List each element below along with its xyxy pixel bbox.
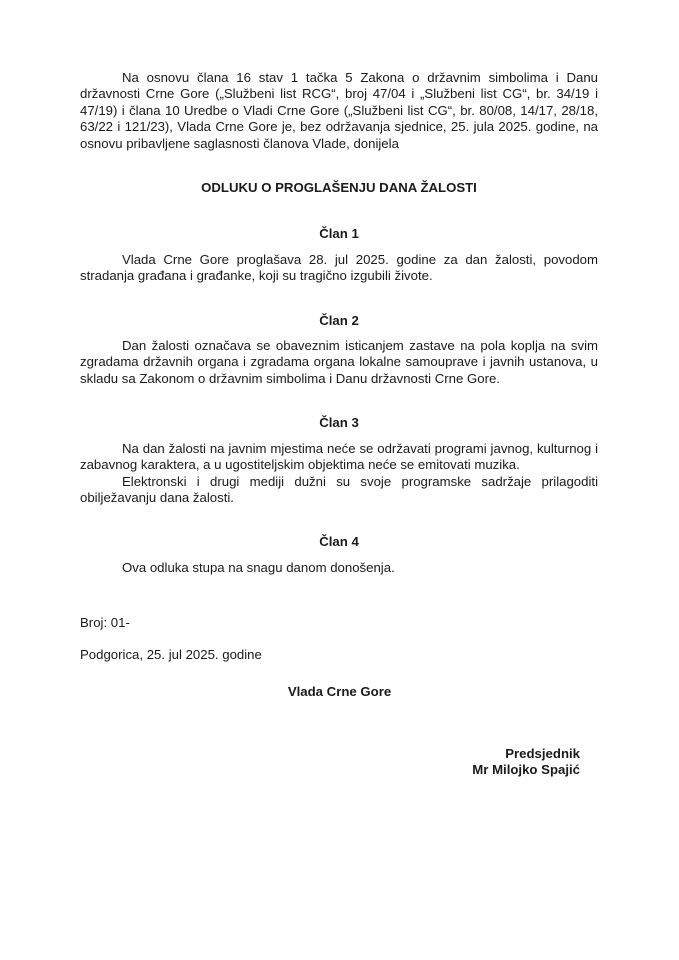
signature-block [472,746,580,779]
decision-title: ODLUKU O PROGLAŠENJU DANA ŽALOSTI [201,180,477,196]
place-and-date: Podgorica, 25. jul 2025. godine [80,647,262,663]
article-1 [80,226,598,284]
article-paragraph: Dan žalosti označava se obaveznim isticanjem zastave na pola koplja na svim zgradama državnih organa i zgradama organa lokalne samouprave i javnih ustanova, u skladu sa Zakonom o državnim simbolima i Danu državnosti Crne Gore. [80,338,598,386]
signatory-name: Mr Milojko Spajić [472,762,580,778]
article-paragraph: Elektronski i drugi mediji dužni su svoje programske sadržaje prilagoditi obilježavanju dana žalosti. [80,473,598,505]
article-paragraph: Vlada Crne Gore proglašava 28. jul 2025. godine za dan žalosti, povodom stradanja građana i građanke, koji su tragično izgubili živote. [80,251,598,284]
article-paragraph: Ova odluka stupa na snagu danom donošenja. [122,559,395,575]
article-4 [80,534,598,576]
article-heading: Član 4 [319,534,359,550]
article-paragraph: Na dan žalosti na javnim mjestima neće se održavati programi javnog, kulturnog i zabavnog karaktera, a u ugostiteljskim objektima neće se emitovati muzika. [80,440,598,473]
preamble-paragraph: Na osnovu člana 16 stav 1 tačka 5 Zakona o državnim simbolima i Danu državnosti Crne Gore („Službeni list RCG“, broj 47/04 i „Službeni list CG“, br. 34/19 i 47/19) i člana 10 Uredbe o Vladi Crne Gore („Službeni list CG“, br. 80/08, 14/17, 28/18, 63/22 i 121/23), Vlada Crne Gore je, bez održavanja sjednice, 25. jula 2025. godine, na osnovu pribavljene saglasnosti članova Vlade, donijela [80,70,598,151]
document-body [80,70,598,576]
article-heading: Član 3 [319,415,359,431]
issuing-body: Vlada Crne Gore [287,684,392,699]
article-heading: Član 2 [319,312,359,328]
document-meta [80,615,262,680]
article-2 [80,313,598,388]
document-number: Broj: 01- [80,615,130,630]
signatory-role: Predsjednik [505,746,580,761]
article-3 [80,415,598,506]
article-heading: Član 1 [319,226,359,242]
